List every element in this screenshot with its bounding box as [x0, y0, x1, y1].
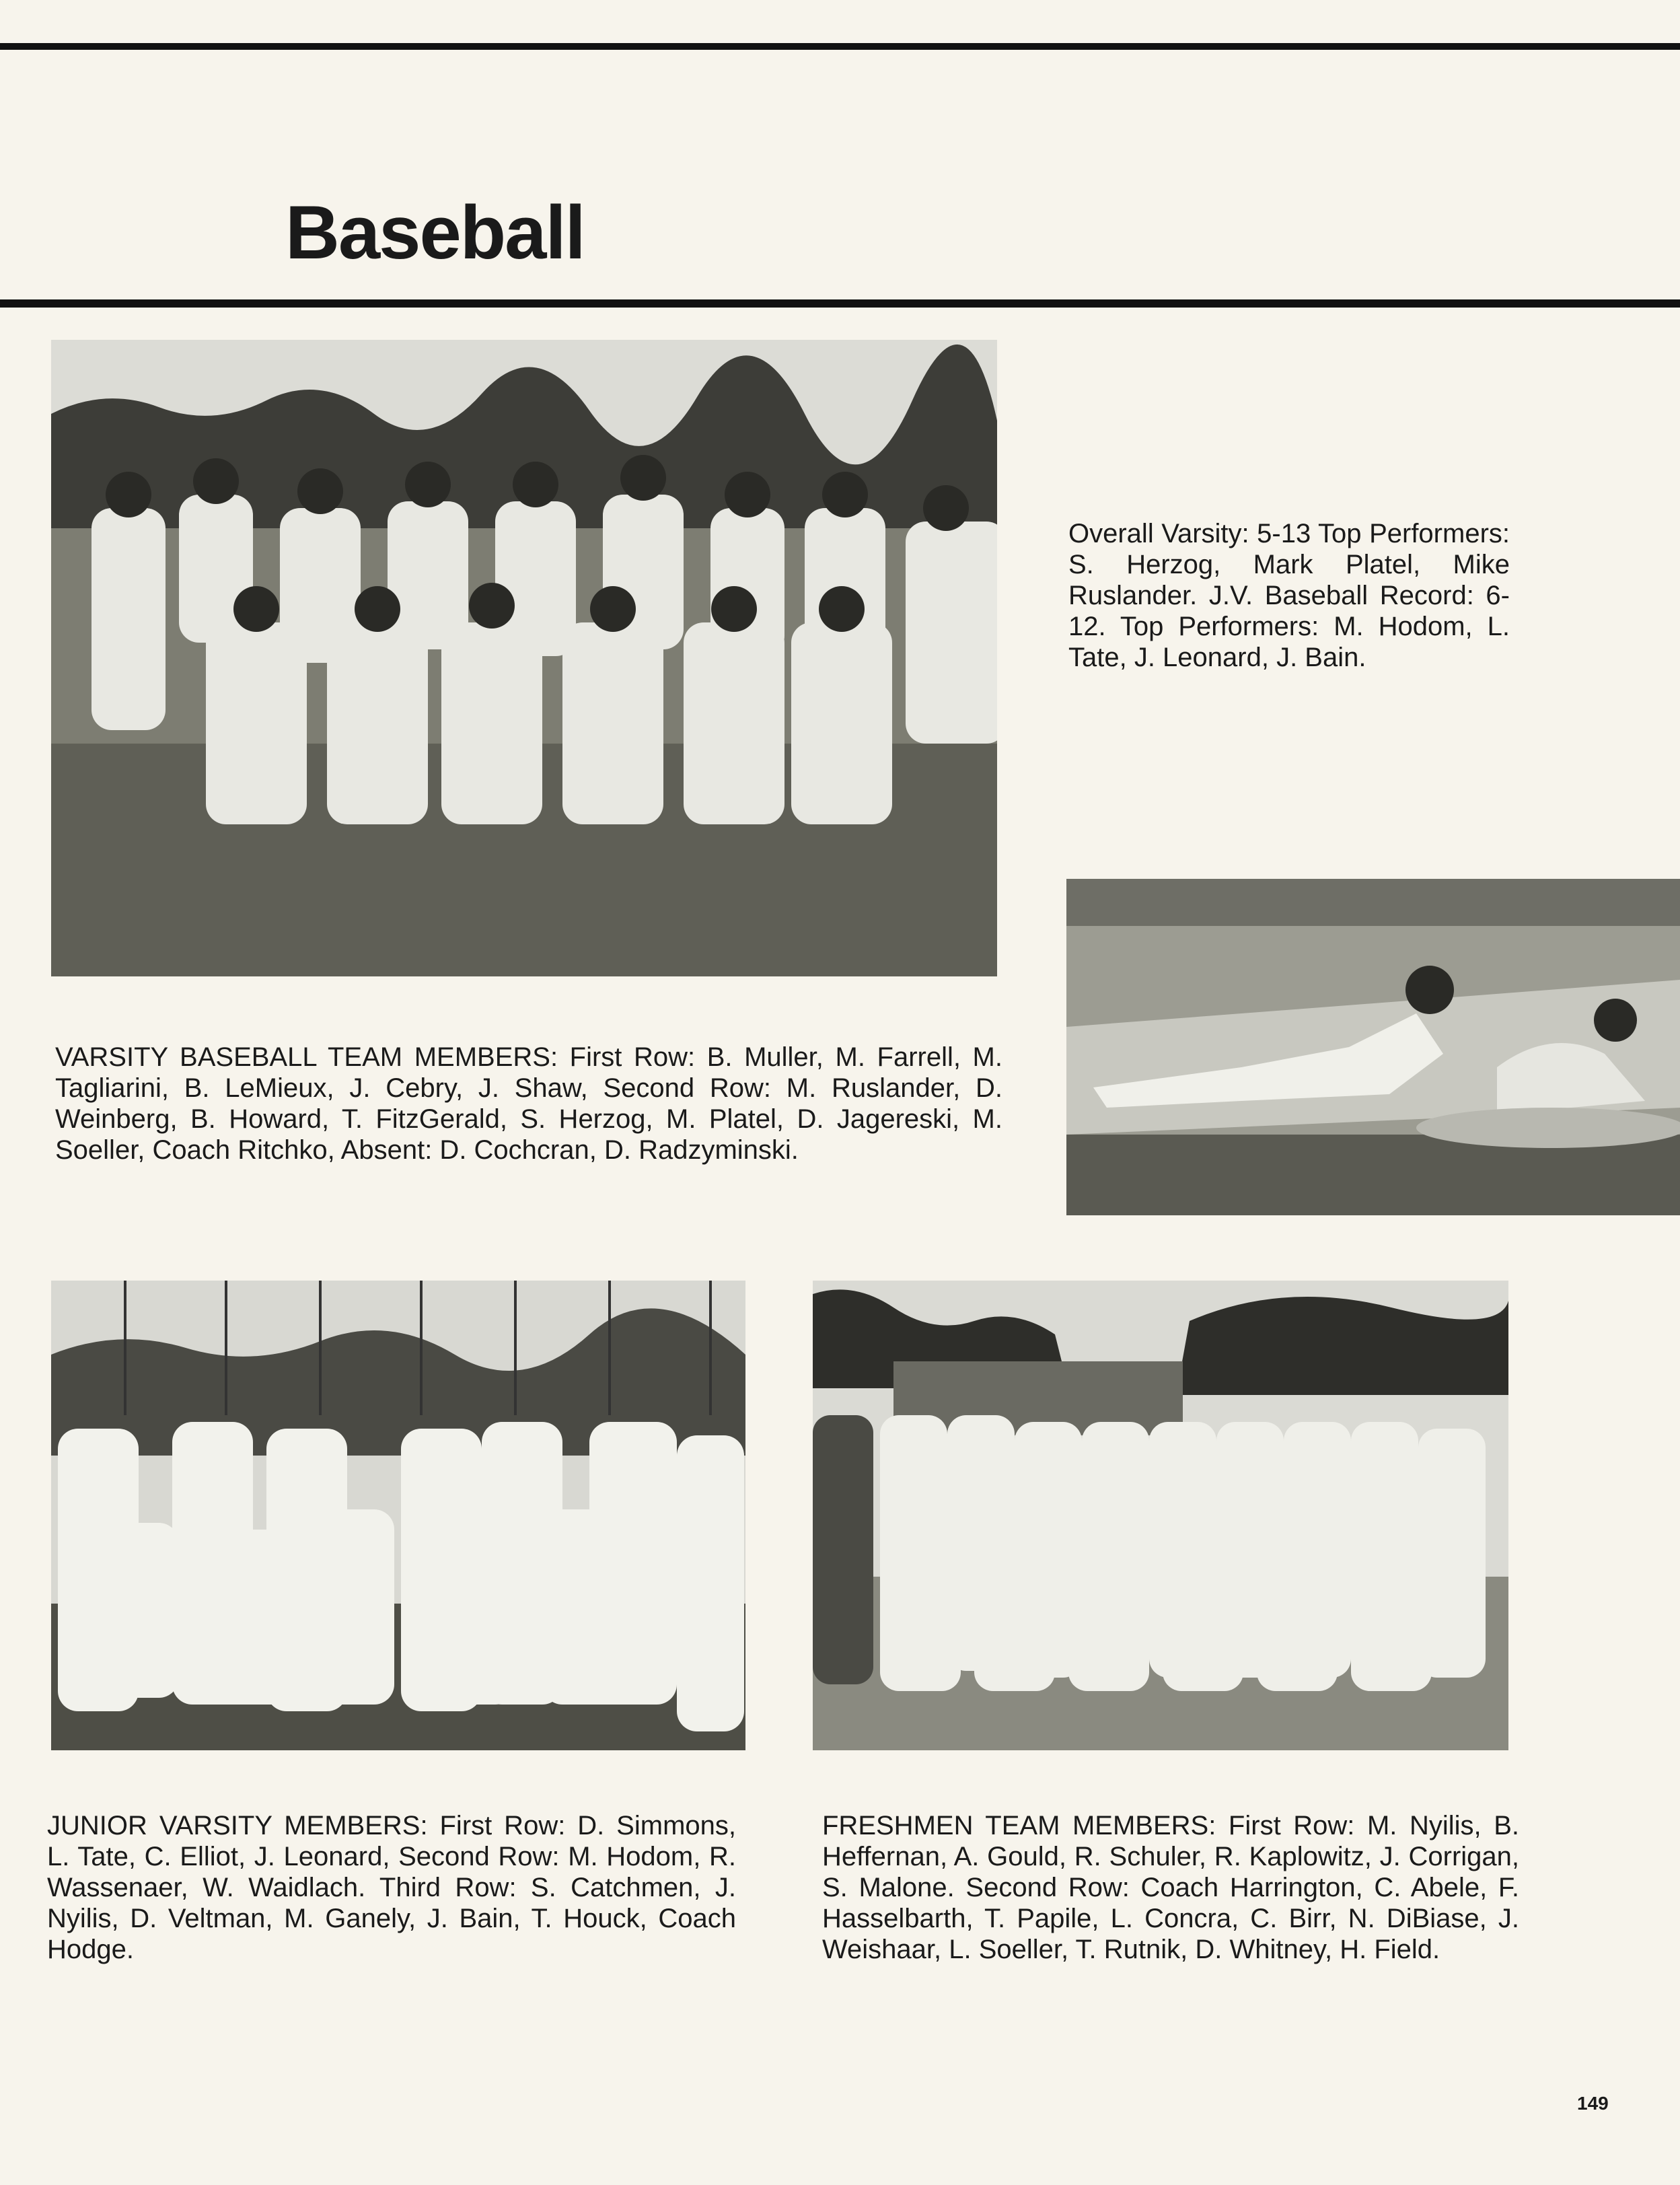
top-rule [0, 43, 1680, 50]
page-number: 149 [1577, 2093, 1609, 2114]
varsity-team-caption: VARSITY BASEBALL TEAM MEMBERS: First Row: B. Muller, M. Farrell, M. Tagliarini, B. LeMieux, J. Cebry, J. Shaw, Second Row: M. Ruslander, D. Weinberg, B. Howard, T. FitzGerald, S. Herzog, M. Platel, D. Jagereski, M. Soeller, Coach Ritchko, Absent: D. Cochcran, D. Radzyminski. [55, 1042, 1002, 1165]
section-title: Baseball [285, 190, 585, 275]
varsity-team-photo [51, 340, 997, 976]
action-slide-photo [1066, 879, 1680, 1215]
jv-team-caption: JUNIOR VARSITY MEMBERS: First Row: D. Simmons, L. Tate, C. Elliot, J. Leonard, Second Row: M. Hodom, R. Wassenaer, W. Waidlach. Third Row: S. Catchmen, J. Nyilis, D. Veltman, M. Ganely, J. Bain, T. Houck, Coach Hodge. [47, 1811, 736, 1964]
jv-team-photo [51, 1281, 745, 1750]
freshmen-team-caption: FRESHMEN TEAM MEMBERS: First Row: M. Nyilis, B. Heffernan, A. Gould, R. Schuler, R. Kaplowitz, J. Corrigan, S. Malone. Second Row: Coach Harrington, C. Abele, F. Hasselbarth, T. Papile, L. Concra, C. Birr, N. DiBiase, J. Weishaar, L. Soeller, T. Rutnik, D. Whitney, H. Field. [822, 1811, 1519, 1964]
freshmen-team-photo [813, 1281, 1508, 1750]
season-record-text: Overall Varsity: 5-13 Top Performers: S. Herzog, Mark Platel, Mike Ruslander. J.V. Baseball Record: 6-12. Top Performers: M. Hodom, L. Tate, J. Leonard, J. Bain. [1068, 519, 1510, 672]
header-rule [0, 299, 1680, 308]
